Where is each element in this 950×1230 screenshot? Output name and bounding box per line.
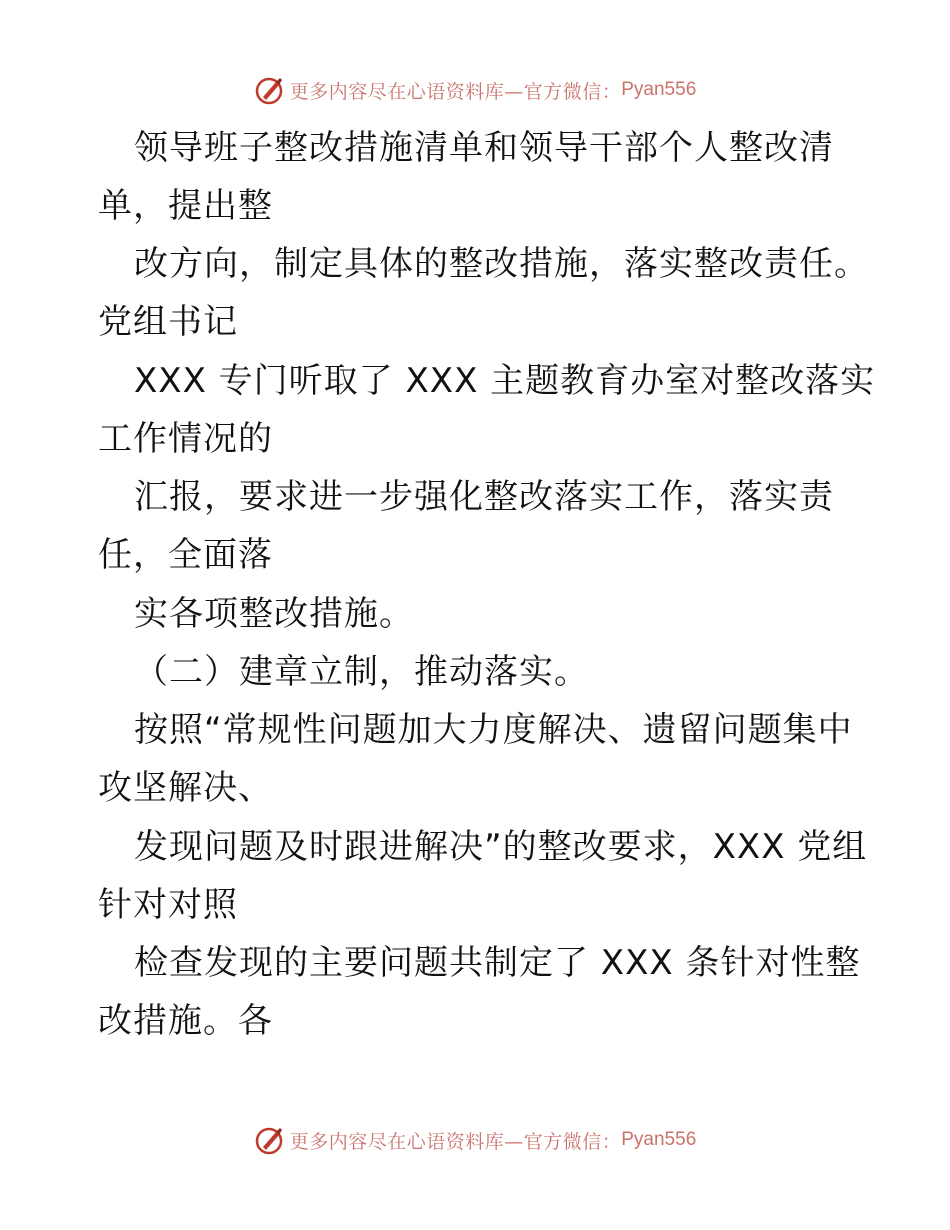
- pen-logo-icon: [254, 1124, 286, 1156]
- body-line: 单，提出整: [98, 186, 273, 226]
- body-line: 检查发现的主要问题共制定了 XXX 条针对性整: [134, 943, 861, 983]
- body-line: 针对对照: [98, 885, 238, 925]
- body-line: 改方向，制定具体的整改措施，落实整改责任。: [134, 244, 869, 284]
- body-line: 按照“常规性问题加大力度解决、遗留问题集中: [134, 710, 853, 750]
- body-line: 攻坚解决、: [98, 768, 273, 808]
- body-line: 任，全面落: [98, 535, 273, 575]
- body-line: 汇报，要求进一步强化整改落实工作，落实责: [134, 477, 834, 517]
- watermark-wechat-id: Pyan556: [621, 1129, 697, 1150]
- watermark-text: 更多内容尽在心语资料库—官方微信：: [289, 1130, 622, 1153]
- body-line: 领导班子整改措施清单和领导干部个人整改清: [134, 128, 834, 168]
- body-line: XXX 专门听取了 XXX 主题教育办室对整改落实: [134, 361, 876, 401]
- pen-logo-icon: [254, 74, 286, 106]
- watermark-wechat-id: Pyan556: [621, 79, 697, 100]
- watermark-text: 更多内容尽在心语资料库—官方微信：: [289, 80, 622, 103]
- body-line: 改措施。各: [98, 1001, 273, 1041]
- body-line: 实各项整改措施。: [134, 594, 414, 634]
- body-line: 工作情况的: [98, 419, 273, 459]
- header-watermark: [0, 72, 950, 108]
- body-line: 发现问题及时跟进解决”的整改要求，XXX 党组: [134, 827, 868, 867]
- body-line: 党组书记: [98, 302, 238, 342]
- footer-watermark: [0, 1122, 950, 1158]
- section-heading: （二）建章立制，推动落实。: [134, 652, 589, 692]
